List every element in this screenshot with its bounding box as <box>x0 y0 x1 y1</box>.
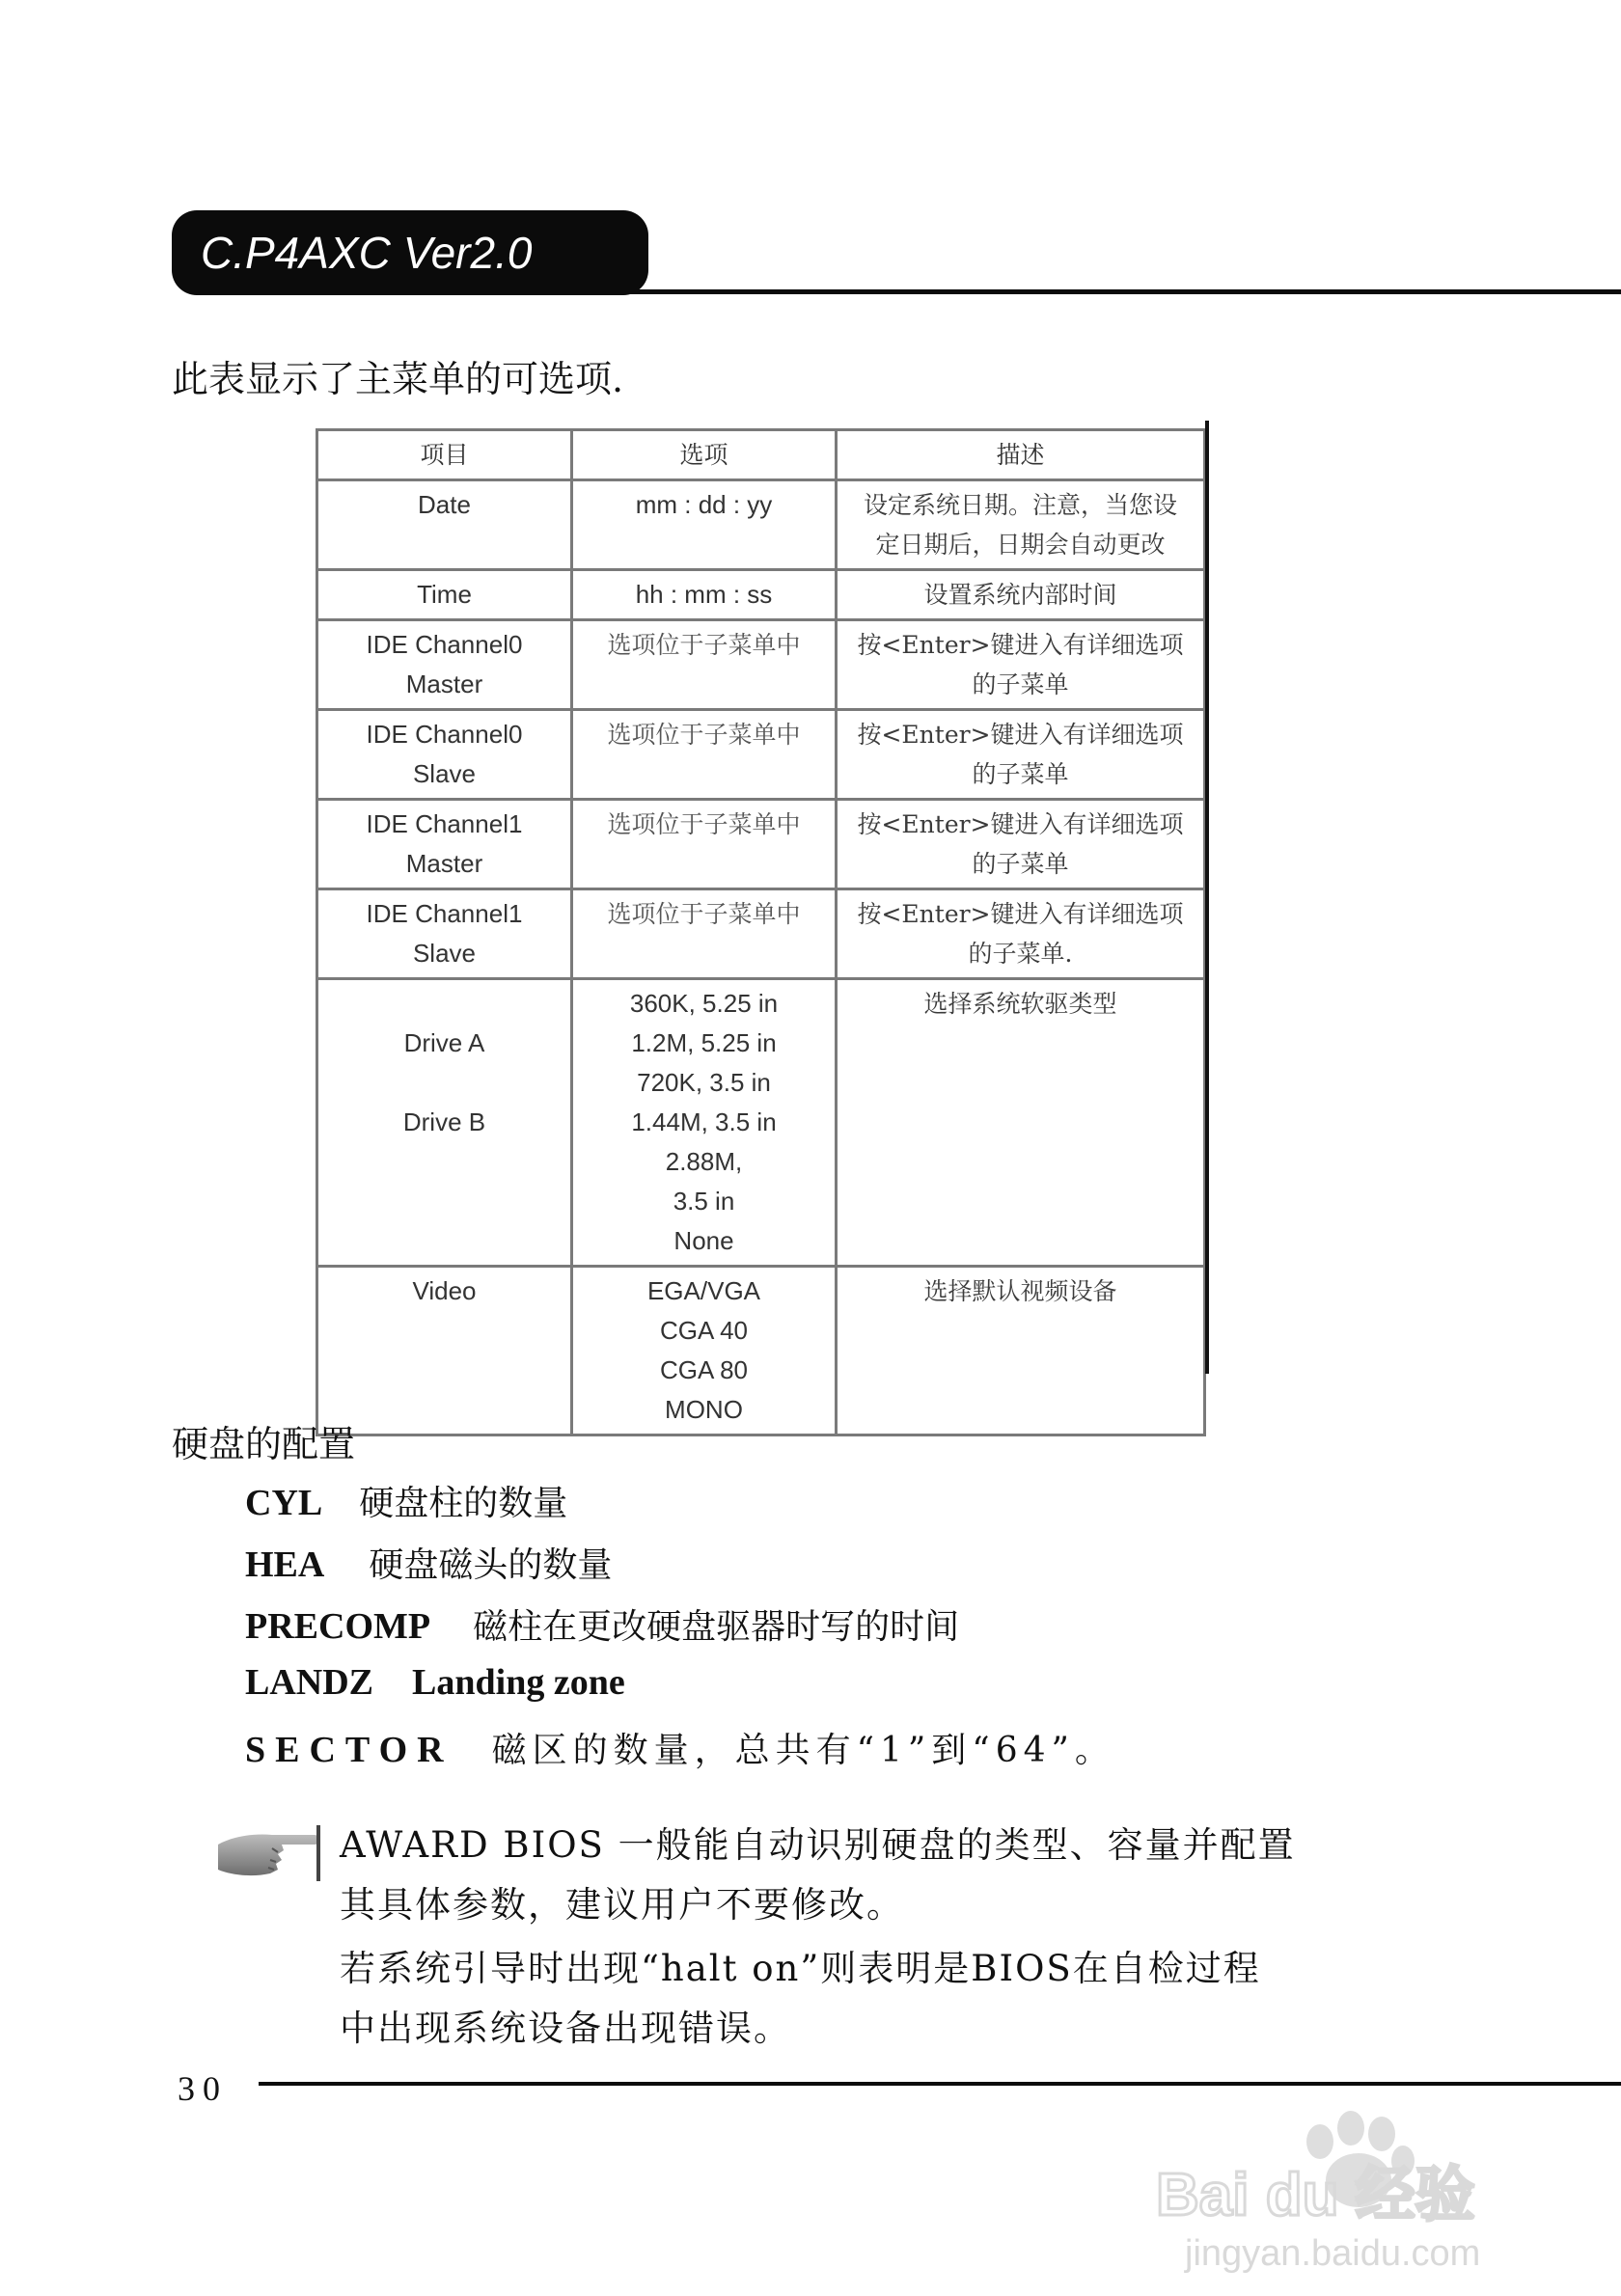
definition-desc: Landing zone <box>412 1662 625 1703</box>
item-cell <box>317 570 572 620</box>
item-text: Video <box>412 1276 477 1305</box>
note-line: 其具体参数，建议用户不要修改。 <box>340 1884 904 1926</box>
watermark-url: jingyan.baidu.com <box>1185 2233 1481 2274</box>
definition-desc: 磁区的数量，总共有“1”到“64”。 <box>491 1731 1115 1770</box>
options-cell <box>572 889 837 979</box>
page-number: 30 <box>178 2069 228 2108</box>
option-text: CGA 40 <box>659 1316 749 1345</box>
table-row <box>317 1267 1205 1435</box>
item-cell <box>317 1267 572 1435</box>
description-text: 定日期后，日期会自动更改 <box>875 531 1166 559</box>
definition-cyl <box>245 1476 567 1525</box>
description-text: 设置系统内部时间 <box>923 581 1117 609</box>
description-text: 选择系统软驱类型 <box>923 990 1117 1018</box>
table-row <box>317 480 1205 570</box>
definition-desc: 磁柱在更改硬盘驱器时写的时间 <box>473 1607 960 1647</box>
column-header-options: 选项 <box>572 430 837 480</box>
description-cell <box>837 1267 1205 1435</box>
definition-hea <box>245 1538 612 1587</box>
pointing-hand-icon <box>214 1819 322 1887</box>
item-text: Drive B <box>402 1107 486 1136</box>
table-row <box>317 979 1205 1267</box>
options-cell <box>572 979 837 1267</box>
definition-term: LANDZ <box>245 1662 374 1703</box>
definition-term: SECTOR <box>245 1730 453 1770</box>
item-cell <box>317 979 572 1267</box>
item-text: Slave <box>412 759 477 788</box>
description-text: 按<Enter>键进入有详细选项 <box>857 631 1184 659</box>
item-cell <box>317 620 572 710</box>
item-text: IDE Channel0 <box>366 720 523 749</box>
option-text: MONO <box>665 1395 743 1424</box>
item-text: Date <box>418 490 471 519</box>
option-text: 选项位于子菜单中 <box>607 810 801 838</box>
item-text: IDE Channel0 <box>366 630 523 659</box>
column-header-description: 描述 <box>837 430 1205 480</box>
item-text: Master <box>405 670 483 698</box>
description-text: 的子菜单 <box>972 760 1069 788</box>
table-row <box>317 570 1205 620</box>
item-cell <box>317 800 572 889</box>
note-line: 若系统引导时出现“halt on”则表明是BIOS在自检过程 <box>340 1948 1261 1989</box>
option-text: mm : dd : yy <box>635 490 773 519</box>
definition-sector <box>245 1723 1115 1772</box>
description-text: 按<Enter>键进入有详细选项 <box>857 900 1184 928</box>
options-cell <box>572 480 837 570</box>
table-side-rule <box>1205 421 1209 1374</box>
definition-term: PRECOMP <box>245 1606 431 1647</box>
description-cell <box>837 979 1205 1267</box>
item-text: Drive A <box>403 1028 485 1057</box>
option-text: 选项位于子菜单中 <box>607 900 801 928</box>
description-text: 的子菜单 <box>972 850 1069 878</box>
column-header-item: 项目 <box>317 430 572 480</box>
item-cell <box>317 889 572 979</box>
definition-desc: 硬盘柱的数量 <box>359 1484 568 1523</box>
option-text: None <box>673 1226 734 1255</box>
header-divider <box>618 289 1621 294</box>
description-text: 选择默认视频设备 <box>923 1277 1117 1305</box>
item-cell <box>317 480 572 570</box>
table-row <box>317 620 1205 710</box>
definition-precomp <box>245 1599 959 1649</box>
option-text: 720K, 3.5 in <box>637 1068 771 1097</box>
item-text: Slave <box>412 939 477 968</box>
description-text: 设定系统日期。注意，当您设 <box>863 491 1177 519</box>
note-line: AWARD BIOS 一般能自动识别硬盘的类型、容量并配置 <box>340 1824 1296 1866</box>
item-text: Time <box>417 580 472 609</box>
document-header-title <box>172 210 648 295</box>
description-text: 按<Enter>键进入有详细选项 <box>857 721 1184 749</box>
definition-landz <box>245 1661 625 1704</box>
options-cell <box>572 800 837 889</box>
option-text: 3.5 in <box>673 1187 735 1216</box>
description-cell <box>837 620 1205 710</box>
option-text: EGA/VGA <box>646 1276 761 1305</box>
baidu-jingyan-watermark <box>1127 2103 1590 2277</box>
item-text: Master <box>405 849 483 878</box>
description-cell <box>837 570 1205 620</box>
watermark-brand: Bai du 经验 <box>1156 2162 1475 2228</box>
footer-divider <box>259 2082 1621 2086</box>
item-cell <box>317 710 572 800</box>
option-text: CGA 80 <box>659 1355 749 1384</box>
option-text: hh : mm : ss <box>635 580 773 609</box>
definition-term: HEA <box>245 1544 325 1585</box>
option-text: 2.88M, <box>665 1147 743 1176</box>
description-cell <box>837 800 1205 889</box>
header-title-text: C.P4AXC Ver2.0 <box>201 228 533 278</box>
options-cell <box>572 570 837 620</box>
note-line: 中出现系统设备出现错误。 <box>340 2008 791 2049</box>
option-text: 选项位于子菜单中 <box>607 631 801 659</box>
description-cell <box>837 889 1205 979</box>
description-text: 的子菜单. <box>968 940 1073 968</box>
intro-text: 此表显示了主菜单的可选项. <box>172 358 624 400</box>
definition-desc: 硬盘磁头的数量 <box>369 1545 613 1585</box>
main-menu-options-table <box>316 428 1203 1424</box>
description-cell <box>837 480 1205 570</box>
table-row <box>317 889 1205 979</box>
option-text: 1.2M, 5.25 in <box>631 1028 777 1057</box>
options-cell <box>572 620 837 710</box>
item-text: IDE Channel1 <box>366 809 523 838</box>
description-text: 按<Enter>键进入有详细选项 <box>857 810 1184 838</box>
table-row <box>317 800 1205 889</box>
item-text: IDE Channel1 <box>366 899 523 928</box>
description-text: 的子菜单 <box>972 670 1069 698</box>
options-cell <box>572 1267 837 1435</box>
definition-term: CYL <box>245 1483 323 1523</box>
option-text: 360K, 5.25 in <box>629 989 779 1018</box>
table-header-row <box>317 430 1205 480</box>
option-text: 1.44M, 3.5 in <box>631 1107 777 1136</box>
table-row <box>317 710 1205 800</box>
hdd-section-title: 硬盘的配置 <box>172 1423 356 1465</box>
option-text: 选项位于子菜单中 <box>607 721 801 749</box>
description-cell <box>837 710 1205 800</box>
options-cell <box>572 710 837 800</box>
